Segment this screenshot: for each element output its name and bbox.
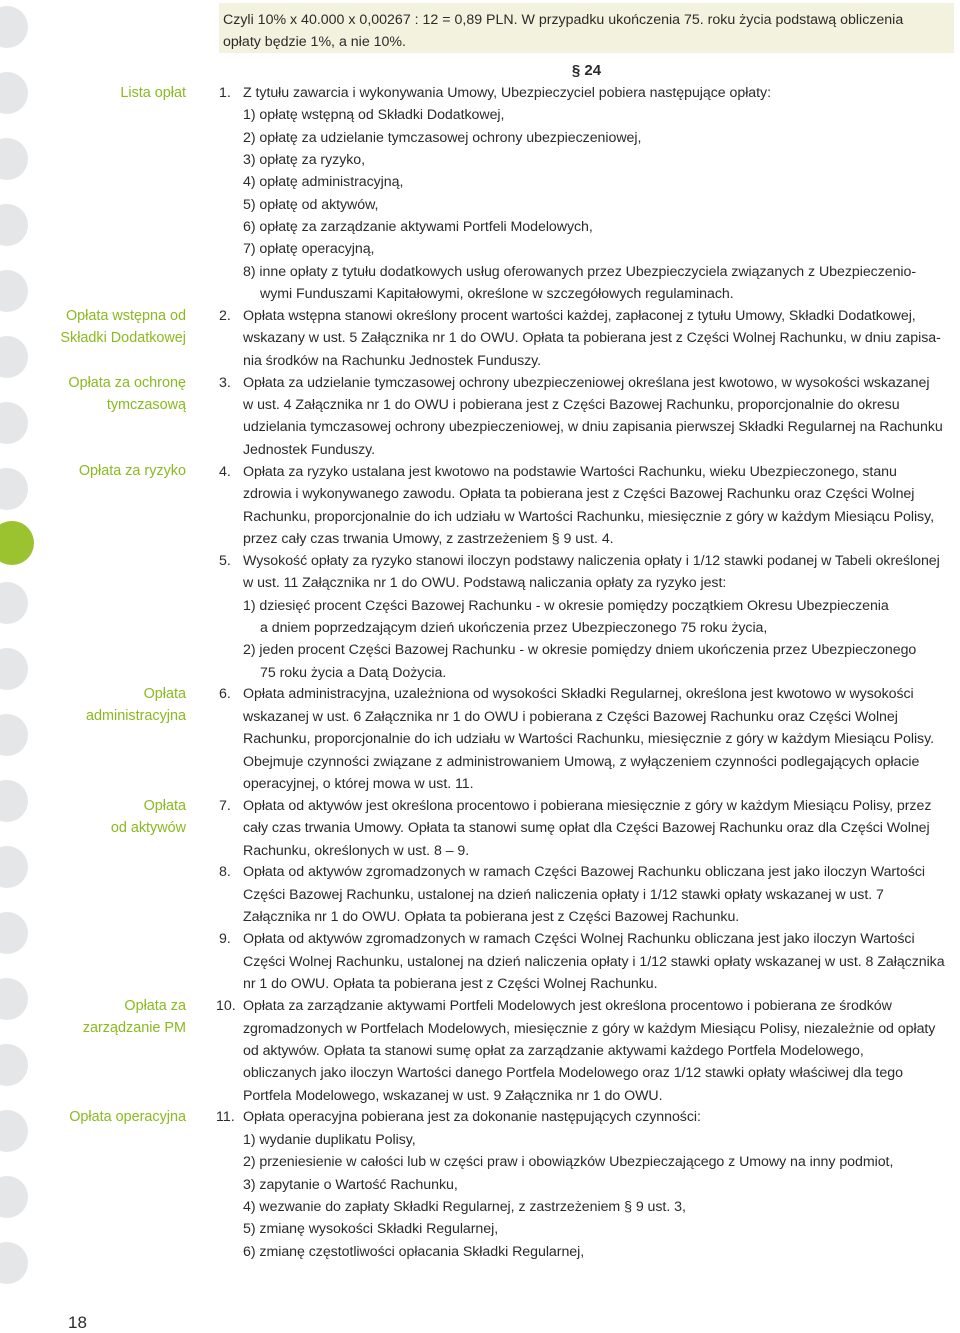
text-line: 2) przeniesienie w całości lub w części praw i obowiązków Ubezpieczającego z Umowy na inny podmiot, [243,1154,894,1170]
chapter-tab[interactable] [0,846,28,888]
note-line: Czyli 10% x 40.000 x 0,00267 : 12 = 0,89 PLN. W przypadku ukończenia 75. roku życia podstawą obliczenia [223,12,904,28]
text-line: Rachunku, określonych w ust. 8 – 9. [243,843,470,859]
calculation-note [219,3,954,53]
side-label-administracyjna: Opłata administracyjna [86,686,186,725]
text-line: Rachunku, proporcjonalnie do ich udziału w Wartości Rachunku, miesięcznie z góry w każdym Miesiącu Polisy. [243,731,934,747]
text-line: nia środków na Rachunku Jednostek Funduszy. [243,353,542,369]
chapter-tab[interactable] [0,582,28,624]
side-label-ryzyko: Opłata za ryzyko [78,463,186,479]
paragraph-number: 7. [219,798,231,814]
chapter-tab[interactable] [0,138,28,180]
text-line: Opłata wstępna stanowi określony procent wartości każdej, zapłaconej z tytułu Umowy, Składki Dodatkowej, [243,308,916,324]
chapter-tab-strip [0,0,40,1330]
note-line: opłaty będzie 1%, a nie 10%. [223,34,406,50]
text-line: Jednostek Funduszy. [243,442,376,458]
text-line: w ust. 11 Załącznika nr 1 do OWU. Podstawą naliczania opłaty za ryzyko jest: [243,575,727,591]
text-line: Części Bazowej Rachunku, ustalonej na dzień naliczenia opłaty i 1/12 stawki opłaty wskazanej w ust. 7 [243,887,884,903]
section-heading: § 24 [571,62,602,79]
text-line: Części Wolnej Rachunku, ustalonej na dzień naliczenia opłaty i 1/12 stawki opłaty wskazanej w ust. 8 Załącznika [243,954,945,970]
text-line: cały czas trwania Umowy. Opłata ta stanowi sumę opłat dla Części Bazowej Rachunku oraz dla Części Wolnej [243,820,930,836]
paragraph-number: 5. [219,553,231,569]
text-line: Opłata operacyjna pobierana jest za dokonanie następujących czynności: [243,1109,701,1125]
text-line: Wysokość opłaty za ryzyko stanowi iloczyn podstawy naliczenia opłaty i 1/12 stawki podanej w Tabeli określonej [243,553,940,569]
chapter-tab[interactable] [0,1176,28,1218]
text-line: 7) opłatę operacyjną, [243,241,375,257]
text-line: zgromadzonych w Portfelach Modelowych, miesięcznie z góry w każdym Miesiącu Polisy, niezależnie od opłaty [243,1021,936,1037]
text-line: operacyjnej, o której mowa w ust. 11. [243,776,474,792]
paragraph-number: 2. [219,308,231,324]
text-line: 75 roku życia a Datą Dożycia. [260,665,447,681]
side-label-ochrona: Opłata za ochronę tymczasową [68,375,186,414]
paragraph-number: 1. [219,85,231,101]
text-line: Opłata za udzielanie tymczasowej ochrony ubezpieczeniowej określana jest kwotowo, w wysokości wskazanej [243,375,930,391]
text-line: wskazanej w ust. 6 Załącznika nr 1 do OWU i pobierana z Części Bazowej Rachunku oraz Części Wolnej [243,709,898,725]
text-line: obliczanych jako iloczyn Wartości danego Portfela Modelowego oraz 1/12 stawki opłaty właściwej dla tego [243,1065,903,1081]
text-line: 4) wezwanie do zapłaty Składki Regularnej, z zastrzeżeniem § 9 ust. 3, [243,1199,686,1215]
text-line: 5) opłatę od aktywów, [243,197,379,213]
text-line: Opłata od aktywów jest określona procentowo i pobierana miesięcznie z góry w każdym Miesiącu Polisy, przez [243,798,932,814]
side-label-aktywa: Opłata od aktywów [110,798,186,837]
chapter-tab[interactable] [0,1242,28,1284]
side-label-zarzadzanie: Opłata za zarządzanie PM [82,998,186,1037]
text-line: 2) jeden procent Części Bazowej Rachunku - w okresie pomiędzy dniem ukończenia przez Ubezpieczonego [243,642,917,658]
text-line: Opłata za zarządzanie aktywami Portfeli Modelowych jest określona procentowo i pobierana ze środków [243,998,892,1014]
text-line: 3) opłatę za ryzyko, [243,152,366,168]
text-line: 1) opłatę wstępną od Składki Dodatkowej, [243,107,505,123]
side-label-lista: Lista opłat [120,85,186,101]
paragraph-number: 4. [219,464,231,480]
chapter-tab[interactable] [0,912,28,954]
text-line: nr 1 do OWU. Opłata ta pobierana jest z Części Wolnej Rachunku. [243,976,658,992]
text-line: 1) wydanie duplikatu Polisy, [243,1132,416,1148]
text-line: zdrowia i wykonywanego zawodu. Opłata ta pobierana jest z Części Bazowej Rachunku oraz Części Wolnej [243,486,915,502]
text-line: Portfela Modelowego, wskazanej w ust. 9 Załącznika nr 1 do OWU. [243,1088,663,1104]
text-line: Obejmuje czynności związane z administrowaniem Umową, z wyłączeniem czynności podlegających opłacie [243,754,920,770]
text-line: wskazany w ust. 5 Załącznika nr 1 do OWU. Opłata ta pobierana jest z Części Wolnej Rachunku, w dniu zapisa- [243,330,941,346]
text-line: 6) opłatę za zarządzanie aktywami Portfeli Modelowych, [243,219,593,235]
chapter-tab[interactable] [0,204,28,246]
text-line: 1) dziesięć procent Części Bazowej Rachunku - w okresie pomiędzy początkiem Okresu Ubezpieczenia [243,598,889,614]
text-line: Rachunku, proporcjonalnie do ich udziału w Wartości Rachunku, miesięcznie z góry w każdym Miesiącu Polisy, [243,509,934,525]
page-number: 18 [68,1313,87,1332]
text-line: od aktywów. Opłata ta stanowi sumę opłat za zarządzanie aktywami każdego Portfela Modelowego, [243,1043,864,1059]
text-line: 5) zmianę wysokości Składki Regularnej, [243,1221,499,1237]
text-line: 4) opłatę administracyjną, [243,174,404,190]
text-line: przez cały czas trwania Umowy, z zastrzeżeniem § 9 ust. 4. [243,531,614,547]
text-line: a dniem poprzedzającym dzień ukończenia przez Ubezpieczonego 75 roku życia, [260,620,768,636]
text-line: Opłata od aktywów zgromadzonych w ramach Części Wolnej Rachunku obliczana jest jako iloczyn Wartości [243,931,915,947]
side-label-wstepna: Opłata wstępna od Składki Dodatkowej [60,308,186,347]
text-line: 3) zapytanie o Wartość Rachunku, [243,1177,458,1193]
text-line: Z tytułu zawarcia i wykonywania Umowy, Ubezpieczyciel pobiera następujące opłaty: [243,85,771,101]
text-line: 2) opłatę za udzielanie tymczasowej ochrony ubezpieczeniowej, [243,130,642,146]
text-line: 6) zmianę częstotliwości opłacania Składki Regularnej, [243,1244,585,1260]
paragraph-number: 11. [216,1109,235,1125]
text-line: Opłata od aktywów zgromadzonych w ramach Części Bazowej Rachunku obliczana jest jako iloczyn Wartości [243,864,926,880]
paragraph-number: 8. [219,864,231,880]
text-line: 8) inne opłaty z tytułu dodatkowych usług oferowanych przez Ubezpieczyciela związanych z Ubezpieczenio- [243,264,917,280]
paragraph-number: 10. [216,998,236,1014]
chapter-tab[interactable] [0,6,28,48]
text-line: udzielania tymczasowej ochrony ubezpieczeniowej, w dniu zapisania pierwszej Składki Regularnej na Rachunku [243,419,943,435]
paragraph-number: 6. [219,686,231,702]
chapter-tab-active[interactable] [0,521,34,565]
paragraph-number: 9. [219,931,231,947]
chapter-tab[interactable] [0,1044,28,1086]
side-label-operacyjna: Opłata operacyjna [69,1109,186,1125]
paragraph-number: 3. [219,375,231,391]
text-line: wymi Funduszami Kapitałowymi, określone w szczegółowych regulaminach. [260,286,734,302]
text-line: w ust. 4 Załącznika nr 1 do OWU i pobierana jest z Części Bazowej Rachunku, proporcjonalnie do okresu [243,397,900,413]
text-line: Opłata za ryzyko ustalana jest kwotowo na podstawie Wartości Rachunku, wieku Ubezpieczonego, stanu [243,464,897,480]
text-line: Załącznika nr 1 do OWU. Opłata ta pobierana jest z Części Bazowej Rachunku. [243,909,740,925]
text-line: Opłata administracyjna, uzależniona od wysokości Składki Regularnej, określona jest kwotowo w wysokości [243,686,914,702]
